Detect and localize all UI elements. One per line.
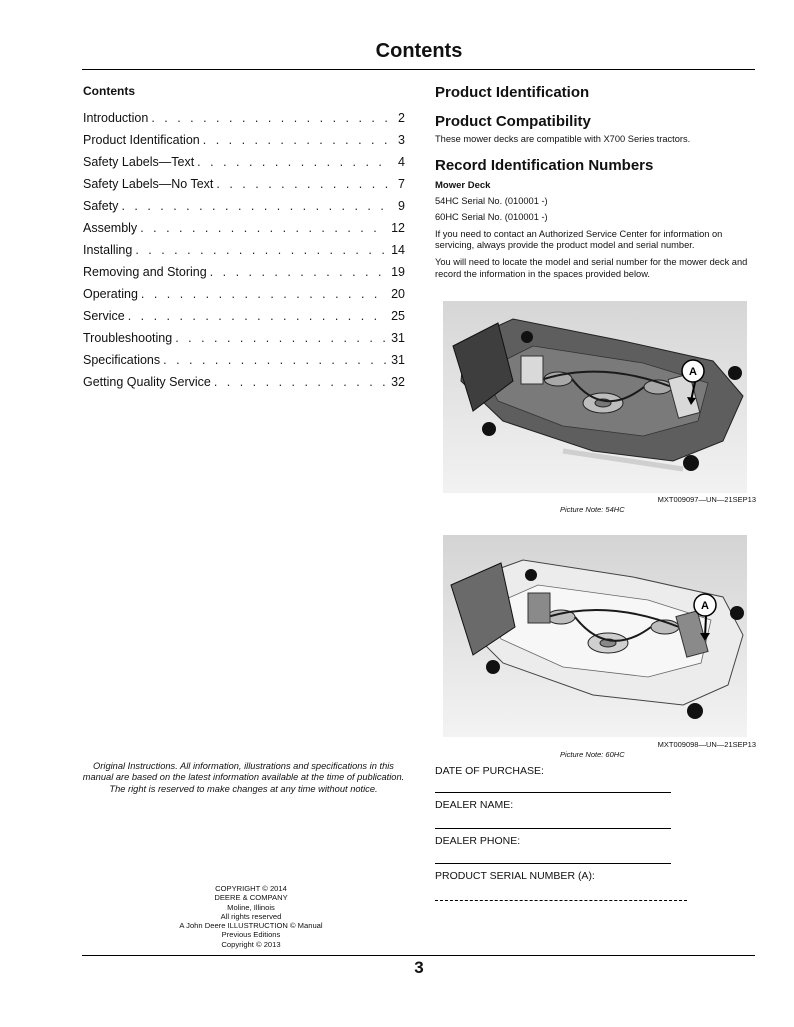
mower-deck-54hc-image bbox=[443, 301, 747, 493]
toc-entry bbox=[83, 195, 405, 217]
serial-60hc: 60HC Serial No. (010001 -) bbox=[435, 212, 548, 223]
toc-entry bbox=[83, 129, 405, 151]
toc-entry bbox=[83, 305, 405, 327]
toc-entry-label: Troubleshooting bbox=[83, 331, 173, 345]
date-of-purchase-label: DATE OF PURCHASE: bbox=[435, 765, 544, 777]
dealer-name-label: DEALER NAME: bbox=[435, 799, 514, 811]
toc-leader-dots bbox=[175, 327, 387, 349]
toc-entry-page: 25 bbox=[391, 309, 405, 323]
toc-entry-label: Safety Labels—Text bbox=[83, 155, 195, 169]
toc-heading: Contents bbox=[83, 84, 135, 98]
toc-entry-page: 19 bbox=[391, 265, 405, 279]
mower-deck-54hc-drawing bbox=[443, 301, 747, 493]
product-serial-number-label: PRODUCT SERIAL NUMBER (A): bbox=[435, 870, 595, 882]
toc-leader-dots bbox=[210, 261, 387, 283]
toc-leader-dots bbox=[121, 195, 389, 217]
mower-deck-60hc-image bbox=[443, 535, 747, 737]
toc-entry-page: 4 bbox=[398, 155, 405, 169]
toc-entry-page: 3 bbox=[398, 133, 405, 147]
toc-entry bbox=[83, 173, 405, 195]
toc-entry-page: 31 bbox=[391, 331, 405, 345]
figure-code-54hc: MXT009097—UN—21SEP13 bbox=[657, 495, 756, 504]
copyright-line: DEERE & COMPANY bbox=[214, 893, 288, 903]
toc-leader-dots bbox=[197, 151, 389, 173]
picture-note-60hc: Picture Note: 60HC bbox=[560, 750, 625, 759]
toc-entry bbox=[83, 349, 405, 371]
callout-a-label: A bbox=[689, 366, 697, 378]
toc-leader-dots bbox=[214, 371, 387, 393]
toc-leader-dots bbox=[216, 173, 389, 195]
page-number: 3 bbox=[414, 958, 424, 977]
dealer-phone-label: DEALER PHONE: bbox=[435, 835, 521, 847]
copyright-line: A John Deere ILLUSTRUCTION © Manual bbox=[179, 921, 323, 931]
toc-entry-page: 2 bbox=[398, 111, 405, 125]
toc-entry-page: 7 bbox=[398, 177, 405, 191]
callout-a-label: A bbox=[701, 600, 709, 612]
toc-leader-dots bbox=[135, 239, 387, 261]
product-serial-number-line bbox=[435, 900, 687, 901]
toc-entry bbox=[83, 371, 405, 393]
copyright-line: Previous Editions bbox=[221, 930, 281, 940]
compatibility-text: These mower decks are compatible with X700 Series tractors. bbox=[435, 134, 691, 144]
toc-entry-label: Getting Quality Service bbox=[83, 375, 211, 389]
toc-entry-label: Operating bbox=[83, 287, 138, 301]
copyright-line: Copyright © 2013 bbox=[221, 939, 281, 949]
toc-leader-dots bbox=[140, 217, 387, 239]
toc-entry bbox=[83, 107, 405, 129]
toc-leader-dots bbox=[203, 129, 389, 151]
copyright-line: COPYRIGHT © 2014 bbox=[215, 884, 287, 893]
toc-entry-page: 31 bbox=[391, 353, 405, 367]
toc-entry-label: Installing bbox=[83, 243, 133, 257]
toc-entry-label: Service bbox=[83, 309, 125, 323]
copyright-line: Moline, Illinois bbox=[227, 902, 275, 912]
record-identification-heading: Record Identification Numbers bbox=[435, 156, 654, 174]
toc-entry bbox=[83, 217, 405, 239]
toc-entry bbox=[83, 327, 405, 349]
rights-reserved-text: The right is reserved to make changes at any time without notice. bbox=[109, 783, 378, 794]
toc-entry bbox=[83, 151, 405, 173]
mower-deck-subheading: Mower Deck bbox=[435, 179, 491, 191]
copyright-line: All rights reserved bbox=[220, 911, 282, 921]
toc-entry-label: Safety Labels—No Text bbox=[83, 177, 214, 191]
toc-leader-dots bbox=[141, 283, 387, 305]
table-of-contents bbox=[83, 84, 405, 393]
header-rule bbox=[82, 69, 755, 70]
toc-entry-label: Specifications bbox=[83, 353, 161, 367]
page-title: Contents bbox=[375, 40, 463, 62]
picture-note-54hc: Picture Note: 54HC bbox=[560, 505, 625, 514]
product-compatibility-heading: Product Compatibility bbox=[435, 113, 591, 130]
toc-entry-label: Safety bbox=[83, 199, 119, 213]
date-of-purchase-line bbox=[435, 792, 671, 793]
product-identification-section bbox=[435, 84, 757, 280]
figure-code-60hc: MXT009098—UN—21SEP13 bbox=[657, 740, 756, 749]
product-identification-heading: Product Identification bbox=[435, 84, 590, 101]
locate-serial-paragraph: You will need to locate the model and serial number for the mower deck and record the information in the spaces provided below. bbox=[435, 256, 748, 279]
toc-entry-label: Assembly bbox=[83, 221, 138, 235]
original-instructions-note bbox=[82, 761, 405, 795]
toc-leader-dots bbox=[151, 107, 389, 129]
toc-entry bbox=[83, 261, 405, 283]
toc-entry bbox=[83, 283, 405, 305]
toc-entry-page: 9 bbox=[398, 199, 405, 213]
footer-rule bbox=[82, 955, 755, 956]
toc-entry-label: Removing and Storing bbox=[83, 265, 207, 279]
toc-entry-label: Introduction bbox=[83, 111, 149, 125]
dealer-name-line bbox=[435, 828, 671, 829]
toc-entry-page: 20 bbox=[391, 287, 405, 301]
toc-leader-dots bbox=[128, 305, 387, 327]
toc-list bbox=[83, 107, 405, 393]
toc-entry-label: Product Identification bbox=[83, 133, 200, 147]
original-instructions-text: Original Instructions. All information, illustrations and specifications in this manual are based on the latest information available at the time of publication. bbox=[82, 761, 405, 783]
dealer-phone-line bbox=[435, 863, 671, 864]
toc-entry bbox=[83, 239, 405, 261]
toc-leader-dots bbox=[163, 349, 387, 371]
toc-entry-page: 12 bbox=[391, 221, 405, 235]
toc-entry-page: 14 bbox=[391, 243, 405, 257]
mower-deck-60hc-drawing bbox=[443, 535, 747, 737]
serial-54hc: 54HC Serial No. (010001 -) bbox=[435, 195, 548, 206]
toc-entry-page: 32 bbox=[391, 375, 405, 389]
copyright-block bbox=[160, 884, 342, 949]
service-center-paragraph: If you need to contact an Authorized Service Center for information on servicing, always provide the product model and serial number. bbox=[435, 228, 723, 251]
